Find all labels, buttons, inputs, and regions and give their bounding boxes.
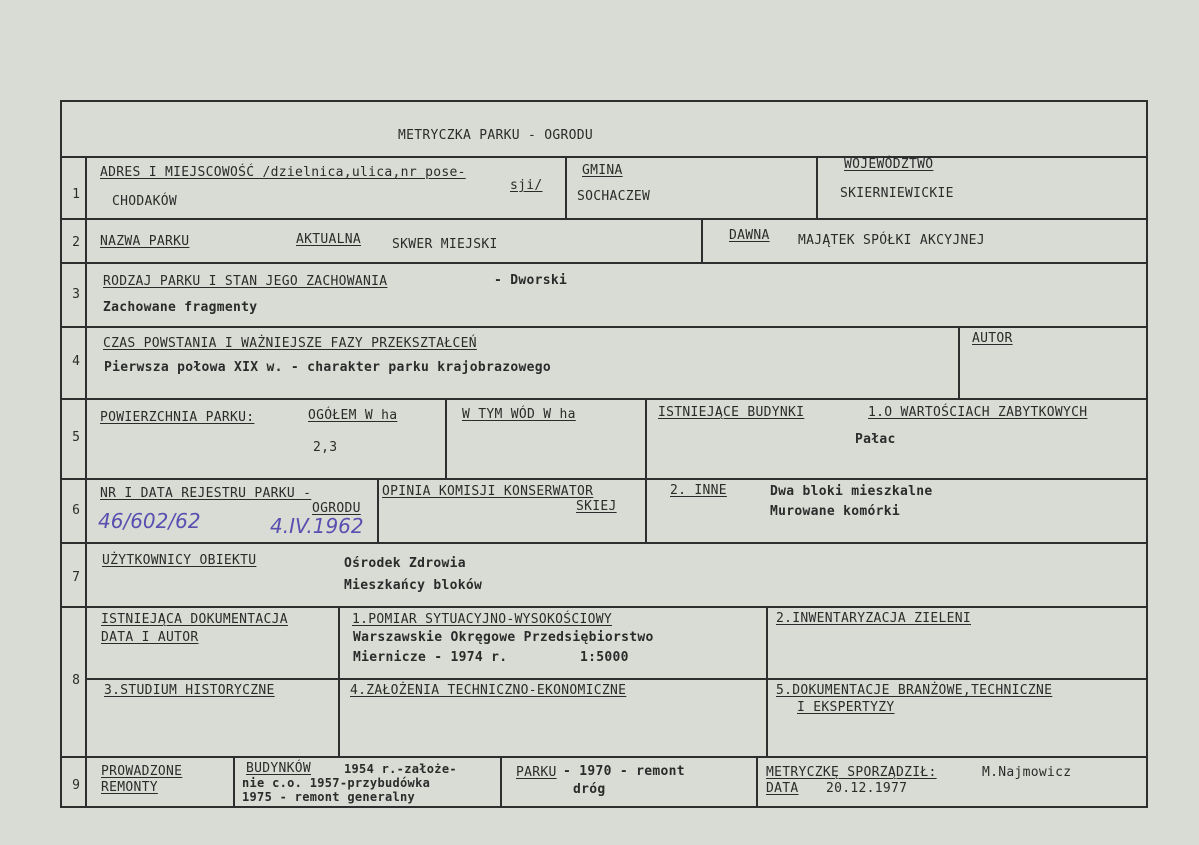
historic-buildings-value: Pałac (855, 432, 896, 447)
divider-r1 (60, 218, 1148, 220)
form-frame (60, 100, 1148, 808)
register-label-cont: OGRODU (312, 501, 361, 516)
park-name-label: NAZWA PARKU (100, 234, 190, 249)
park-repairs-label: PARKU (516, 765, 557, 780)
date-value: 20.12.1977 (826, 781, 908, 796)
voivodeship-value: SKIERNIEWICKIE (840, 186, 954, 201)
origin-value: Pierwsza połowa XIX w. - charakter parku krajobrazowego (104, 360, 551, 375)
number-column-divider (85, 156, 87, 808)
former-name-label: DAWNA (729, 228, 770, 243)
park-type-label: RODZAJ PARKU I STAN JEGO ZACHOWANIA (103, 274, 388, 289)
survey-value-1: Warszawskie Okręgowe Przedsiębiorstwo (353, 630, 654, 645)
survey-value-2: Miernicze - 1974 r. (353, 650, 508, 665)
survey-scale: 1:5000 (580, 650, 629, 665)
divider-r8-mid (85, 678, 1148, 680)
divider-r6 (60, 542, 1148, 544)
buildings-repairs-value-1: 1954 r.-założe- (344, 762, 457, 776)
address-label: ADRES I MIEJSCOWOŚĆ /dzielnica,ulica,nr pose- (100, 165, 466, 180)
former-name-value: MAJĄTEK SPÓŁKI AKCYJNEJ (798, 233, 985, 248)
row-number-1: 1 (72, 187, 80, 202)
users-value-1: Ośrodek Zdrowia (344, 556, 466, 571)
historical-study-label: 3.STUDIUM HISTORYCZNE (104, 683, 275, 698)
row-number-8: 8 (72, 673, 80, 688)
row-number-7: 7 (72, 570, 80, 585)
buildings-repairs-value-3: 1975 - remont generalny (242, 790, 416, 804)
row-number-4: 4 (72, 354, 80, 369)
park-repairs-value-2: dróg (573, 782, 606, 797)
row-number-9: 9 (72, 778, 80, 793)
other-buildings-label: 2. INNE (670, 483, 727, 498)
r6-divider-b (645, 478, 647, 542)
r1-divider-a (565, 156, 567, 218)
card-title: METRYCZKA PARKU - OGRODU (398, 128, 594, 143)
buildings-repairs-label: BUDYNKÓW (246, 761, 312, 776)
register-number-handwritten: 46/602/62 (98, 509, 201, 533)
date-label: DATA (766, 781, 799, 796)
divider-title (60, 156, 1148, 158)
repairs-label: PROWADZONE (101, 764, 183, 779)
park-repairs-value-1: - 1970 - remont (563, 764, 685, 779)
divider-r7 (60, 606, 1148, 608)
prepared-by-value: M.Najmowicz (982, 765, 1072, 780)
area-label: POWIERZCHNIA PARKU: (100, 410, 255, 425)
park-state-value: Zachowane fragmenty (103, 300, 258, 315)
documentation-label: ISTNIEJĄCA DOKUMENTACJA (101, 612, 288, 627)
r9-divider-a (233, 756, 235, 808)
r4-divider (958, 326, 960, 398)
divider-r2 (60, 262, 1148, 264)
gmina-value: SOCHACZEW (577, 189, 651, 204)
survey-label: 1.POMIAR SYTUACYJNO-WYSOKOŚCIOWY (352, 612, 613, 627)
register-date-handwritten: 4.IV.1962 (270, 514, 364, 538)
total-area-label: OGÓŁEM W ha (308, 408, 398, 423)
r9-divider-b (500, 756, 502, 808)
divider-r5 (60, 478, 1148, 480)
row-number-6: 6 (72, 503, 80, 518)
register-label: NR I DATA REJESTRU PARKU - (100, 486, 312, 501)
r6-divider-a (377, 478, 379, 542)
documentation-label-cont: DATA I AUTOR (101, 630, 199, 645)
other-buildings-value-2: Murowane komórki (770, 504, 901, 519)
park-type-value: - Dworski (494, 273, 568, 288)
address-value: CHODAKÓW (112, 194, 178, 209)
total-area-value: 2,3 (313, 440, 338, 455)
greenery-inventory-label: 2.INWENTARYZACJA ZIELENI (776, 611, 972, 626)
row-number-5: 5 (72, 430, 80, 445)
r9-divider-c (756, 756, 758, 808)
address-label-cont: sji/ (510, 178, 543, 193)
commission-label-cont: SKIEJ (576, 499, 617, 514)
divider-r4 (60, 398, 1148, 400)
origin-label: CZAS POWSTANIA I WAŻNIEJSZE FAZY PRZEKSZTAŁCEŃ (103, 336, 477, 351)
buildings-repairs-value-2: nie c.o. 1957-przybudówka (242, 776, 431, 790)
branch-documentation-label: 5.DOKUMENTACJE BRANŻOWE,TECHNICZNE (776, 683, 1053, 698)
current-name-value: SKWER MIEJSKI (392, 237, 498, 252)
other-buildings-value-1: Dwa bloki mieszkalne (770, 484, 933, 499)
r5-divider-a (445, 398, 447, 478)
historic-buildings-label: 1.O WARTOŚCIACH ZABYTKOWYCH (868, 405, 1088, 420)
users-value-2: Mieszkańcy bloków (344, 578, 483, 593)
users-label: UŻYTKOWNICY OBIEKTU (102, 553, 257, 568)
row-number-3: 3 (72, 287, 80, 302)
current-name-label: AKTUALNA (296, 232, 362, 247)
buildings-label: ISTNIEJĄCE BUDYNKI (658, 405, 805, 420)
divider-r8 (60, 756, 1148, 758)
r1-divider-b (816, 156, 818, 218)
gmina-label: GMINA (582, 163, 623, 178)
commission-label: OPINIA KOMISJI KONSERWATOR (382, 484, 594, 499)
prepared-by-label: METRYCZKĘ SPORZĄDZIŁ: (766, 765, 937, 780)
r2-divider (701, 218, 703, 262)
branch-documentation-label-cont: I EKSPERTYZY (797, 700, 895, 715)
repairs-label-cont: REMONTY (101, 780, 158, 795)
row-number-2: 2 (72, 235, 80, 250)
r8-divider-a (338, 606, 340, 756)
voivodeship-label: WOJEWÓDZTWO (844, 157, 934, 172)
water-area-label: W TYM WÓD W ha (462, 407, 576, 422)
author-label: AUTOR (972, 331, 1013, 346)
r5-divider-b (645, 398, 647, 478)
r8-divider-b (766, 606, 768, 756)
divider-r3 (60, 326, 1148, 328)
technical-assumptions-label: 4.ZAŁOŻENIA TECHNICZNO-EKONOMICZNE (350, 683, 627, 698)
